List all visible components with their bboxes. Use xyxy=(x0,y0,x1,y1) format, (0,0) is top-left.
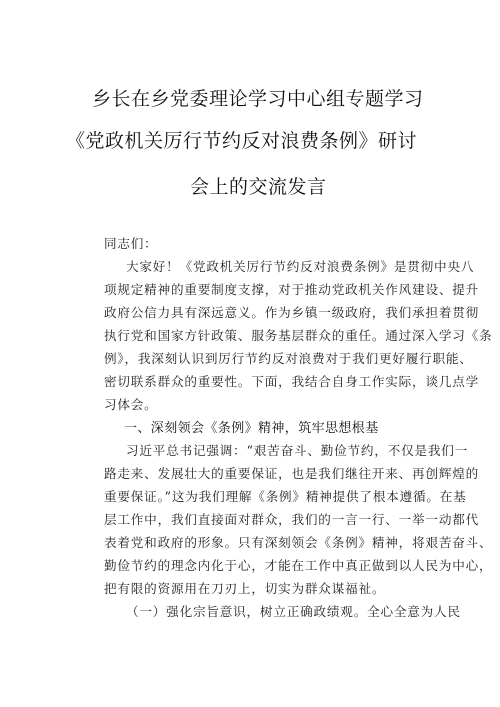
subsection-line: （一）强化宗旨意识，树立正确政绩观。全心全意为人民 xyxy=(126,604,461,619)
section-line: 路走来、发展壮大的重要保证，也是我们继往开来、再创辉煌的 xyxy=(104,466,480,481)
salutation: 同志们： xyxy=(104,236,158,251)
intro-line: 政府公信力具有深远意义。作为乡镇一级政府，我们承担着贯彻 xyxy=(104,305,480,320)
document-title-line-1: 乡长在乡党委理论学习中心组专题学习 xyxy=(92,88,424,110)
section-line: 勤俭节约的理念内化于心，才能在工作中真正做到以人民为中心， xyxy=(104,558,493,573)
document-title-line-3: 会上的交流发言 xyxy=(190,176,327,198)
intro-line: 项规定精神的重要制度支撑，对于推动党政机关作风建设、提升 xyxy=(104,282,480,297)
section-line: 把有限的资源用在刀刃上，切实为群众谋福祉。 xyxy=(104,581,386,596)
section-line: 重要保证。”这为我们理解《条例》精神提供了根本遵循。在基 xyxy=(104,489,467,504)
intro-line: 例》，我深刻认识到厉行节约反对浪费对于我们更好履行职能、 xyxy=(104,351,473,366)
intro-line: 大家好！《党政机关厉行节约反对浪费条例》是贯彻中央八 xyxy=(126,259,475,274)
intro-line: 习体会。 xyxy=(104,397,158,412)
document-title-line-2: 《党政机关厉行节约反对浪费条例》研讨 xyxy=(66,130,418,152)
section-heading: 一、深刻领会《条例》精神，筑牢思想根基 xyxy=(124,421,379,436)
section-line: 表着党和政府的形象。只有深刻领会《条例》精神，将艰苦奋斗、 xyxy=(104,535,493,550)
intro-line: 执行党和国家方针政策、服务基层群众的重任。通过深入学习《条 xyxy=(104,328,493,343)
intro-line: 密切联系群众的重要性。下面，我结合自身工作实际，谈几点学 xyxy=(104,374,480,389)
section-line: 层工作中，我们直接面对群众，我们的一言一行、一举一动都代 xyxy=(104,512,480,527)
section-line: 习近平总书记强调：“艰苦奋斗、勤俭节约，不仅是我们一 xyxy=(126,443,469,458)
